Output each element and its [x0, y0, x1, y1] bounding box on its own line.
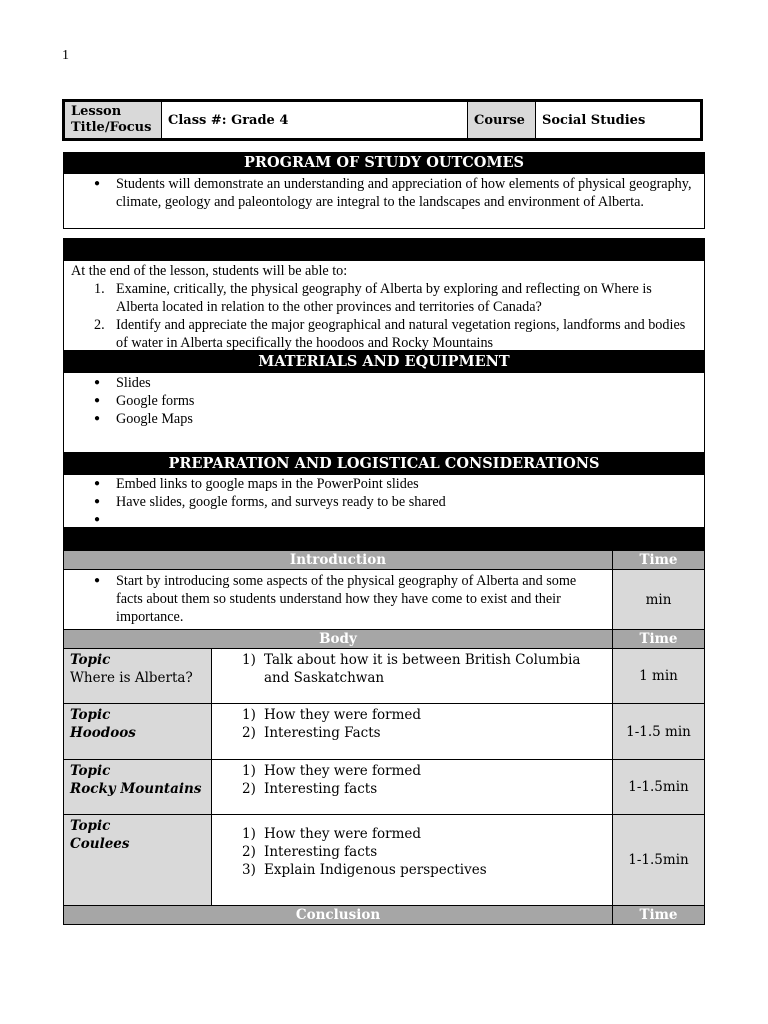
- topic-cell: [64, 760, 212, 815]
- list-item: 2) Interesting facts: [242, 781, 378, 797]
- table-row: [64, 906, 705, 925]
- introduction-content: [64, 570, 613, 630]
- program-outcomes-list: [64, 175, 704, 211]
- topic-content: [212, 760, 613, 815]
- item-number: 1.: [94, 281, 105, 297]
- table-row: [64, 815, 705, 906]
- topic-content: [212, 649, 613, 704]
- course-value: Social Studies: [542, 112, 646, 128]
- table-row: [64, 630, 705, 649]
- topic-label: Topic: [70, 763, 111, 779]
- topic-label: Topic: [70, 818, 111, 834]
- topic-name: Hoodoos: [70, 725, 136, 741]
- list-item: 1) How they were formed: [242, 763, 422, 779]
- topic-content: [212, 704, 613, 760]
- page-number: 1: [62, 48, 69, 63]
- lesson-header-table: [62, 99, 703, 141]
- list-item: 1) How they were formed: [242, 826, 422, 842]
- list-item: ● Slides: [64, 374, 704, 392]
- list-item: 2) Interesting Facts: [242, 725, 381, 741]
- preparation-heading: PREPARATION AND LOGISTICAL CONSIDERATIONS: [63, 453, 705, 475]
- materials-heading: MATERIALS AND EQUIPMENT: [63, 351, 705, 373]
- program-outcomes-box: [63, 174, 705, 229]
- list-item: [64, 316, 704, 352]
- list-item: 1) How they were formed: [242, 707, 422, 723]
- list-item: ● Students will demonstrate an understanding and appreciation of how elements of physical geography, climate, geology and paleontology are integral to the landscapes and environment of Alberta.: [64, 175, 704, 211]
- topic-time: 1 min: [613, 649, 705, 704]
- list-item: ● Have slides, google forms, and surveys ready to be shared: [64, 493, 704, 511]
- list-item-empty: [64, 511, 704, 529]
- topic-label: Topic: [70, 652, 111, 668]
- introduction-label: Introduction: [64, 551, 613, 570]
- list-item: 2) Interesting facts: [242, 844, 378, 860]
- topic-label: Topic: [70, 707, 111, 723]
- list-item: ● Start by introducing some aspects of the physical geography of Alberta and some facts about them so students understand how they have come to exist and their importance.: [64, 572, 612, 626]
- course-label: Course: [468, 102, 536, 138]
- topic-cell: [64, 649, 212, 704]
- objectives-box: [63, 261, 705, 351]
- item-number: 2.: [94, 317, 105, 333]
- conclusion-label: Conclusion: [64, 906, 613, 925]
- topic-time: 1-1.5min: [613, 760, 705, 815]
- table-row: [64, 551, 705, 570]
- program-outcomes-heading: PROGRAM OF STUDY OUTCOMES: [63, 152, 705, 174]
- introduction-time: min: [613, 570, 705, 630]
- time-header: Time: [613, 630, 705, 649]
- time-header: Time: [613, 551, 705, 570]
- materials-box: [63, 373, 705, 453]
- objectives-heading-bar: [63, 238, 705, 261]
- procedure-heading-bar: [63, 528, 705, 550]
- topic-time: 1-1.5 min: [613, 704, 705, 760]
- body-label: Body: [64, 630, 613, 649]
- topic-cell: [64, 815, 212, 906]
- lesson-title-label: Lesson Title/Focus: [65, 102, 162, 138]
- topic-name: Where is Alberta?: [70, 670, 193, 686]
- list-item: ● Embed links to google maps in the PowerPoint slides: [64, 475, 704, 493]
- topic-content: [212, 815, 613, 906]
- time-header: Time: [613, 906, 705, 925]
- objectives-intro: At the end of the lesson, students will be able to:: [71, 263, 348, 279]
- list-item: ● Google Maps: [64, 410, 704, 428]
- topic-name: Coulees: [70, 836, 130, 852]
- introduction-list: [64, 572, 612, 626]
- preparation-box: [63, 475, 705, 528]
- topic-name: Rocky Mountains: [70, 781, 202, 797]
- table-row: [64, 760, 705, 815]
- class-label: Class #: Grade 4: [162, 102, 468, 138]
- topic-cell: [64, 704, 212, 760]
- materials-list: [64, 374, 704, 428]
- item-text: Identify and appreciate the major geographical and natural vegetation regions, landforms and bodies of water in Alberta specifically the hoodoos and Rocky Mountains: [116, 317, 686, 351]
- topic-time: 1-1.5min: [613, 815, 705, 906]
- list-item: 1) Talk about how it is between British Columbia and Saskatchwan: [242, 652, 581, 686]
- list-item: 3) Explain Indigenous perspectives: [242, 862, 487, 878]
- list-item: ● Google forms: [64, 392, 704, 410]
- table-row: [64, 649, 705, 704]
- item-text: Examine, critically, the physical geography of Alberta by exploring and reflecting on Where is Alberta located in relation to the other provinces and territories of Canada?: [116, 281, 652, 315]
- preparation-list: [64, 475, 704, 529]
- table-row: [64, 570, 705, 630]
- table-row: [64, 704, 705, 760]
- list-item: [64, 280, 704, 316]
- objectives-list: [64, 280, 704, 352]
- lesson-plan-table: [63, 550, 705, 925]
